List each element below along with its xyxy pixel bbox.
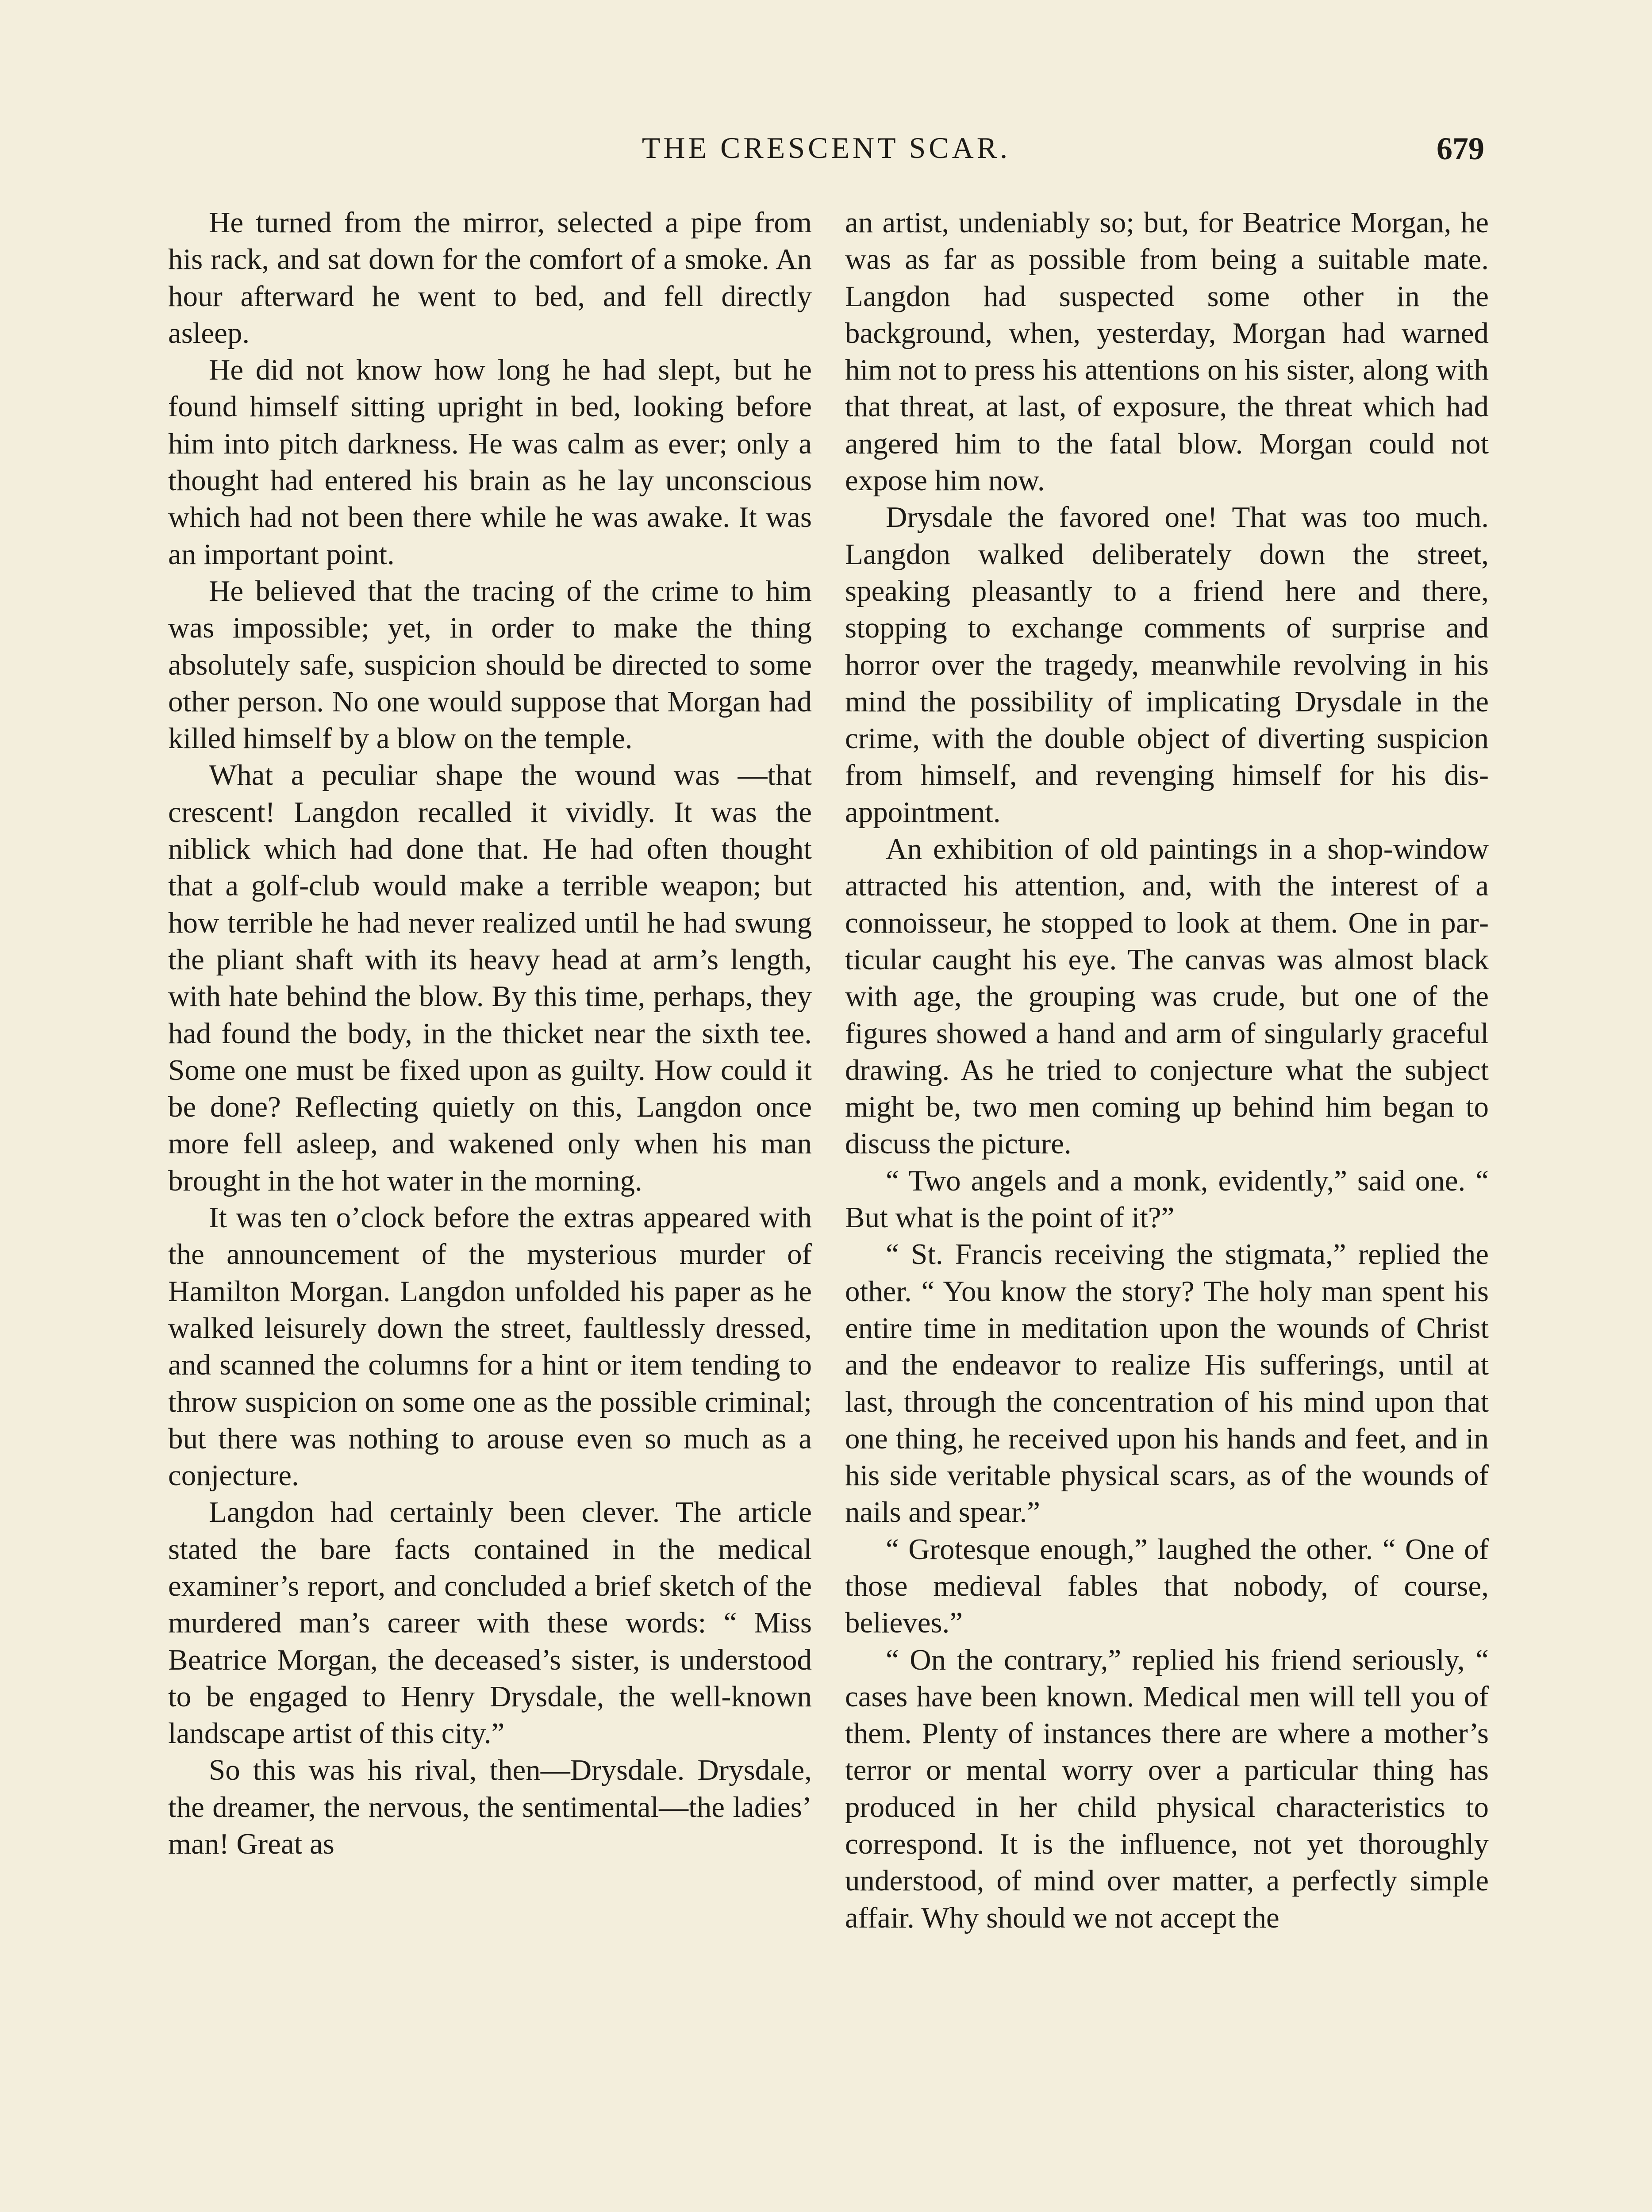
paragraph: He did not know how long he had slept, but he found himself sitting upright in bed, looking before him into pitch darkness. He was calm as ever; only a thought had entered his brain as he lay unconscious which had not been there while he was awake. It was an important point.	[168, 353, 812, 571]
paragraph: Drysdale the favored one! That was too much. Langdon walked deliberately down the street, speaking pleasantly to a friend here and there, stopping to exchange comments of surprise and horror over the tragedy, meanwhile revolving in his mind the possibility of implicating Drysdale in the crime, with the double object of diverting suspicion from himself, and revenging himself for his disappointment.	[845, 501, 1489, 829]
paragraph: What a peculiar shape the wound was —that crescent! Langdon recalled it vividly. It was the niblick which had done that. He had often thought that a golf-club would make a terrible weapon; but how terrible he had never realized until he had swung the pliant shaft with its heavy head at arm’s length, with hate behind the blow. By this time, perhaps, they had found the body, in the thicket near the sixth tee. Some one must be fixed upon as guilty. How could it be done? Reflecting quietly on this, Langdon once more fell asleep, and wakened only when his man brought in the hot water in the morning.	[168, 759, 812, 1197]
paragraph: Langdon had certainly been clever. The article stated the bare facts contained in the medical examiner’s report, and concluded a brief sketch of the murdered man’s career with these words: “ Miss Beatrice Morgan, the deceased’s sister, is understood to be engaged to Henry Drysdale, the well-known landscape artist of this city.”	[168, 1496, 812, 1750]
right-column	[845, 204, 1489, 1936]
paragraph: He believed that the tracing of the crime to him was impossible; yet, in order to make the thing absolutely safe, suspicion should be directed to some other person. No one would suppose that Morgan had killed himself by a blow on the temple.	[168, 574, 812, 755]
paragraph: “ Grotesque enough,” laughed the other. “ One of those medieval fables that nobody, of course, believes.”	[845, 1532, 1489, 1640]
page-number: 679	[1437, 131, 1484, 166]
paragraph: “ On the contrary,” replied his friend seriously, “ cases have been known. Medical men will tell you of them. Plenty of instances there are where a mother’s terror or mental worry over a particular thing has produced in her child physical characteristics to correspond. It is the influence, not yet thoroughly understood, of mind over matter, a perfectly simple affair. Why should we not accept the	[845, 1643, 1489, 1934]
paragraph: It was ten o’clock before the extras appeared with the announcement of the mysterious murder of Hamilton Morgan. Langdon unfolded his paper as he walked leisurely down the street, faultlessly dressed, and scanned the columns for a hint or item tending to throw suspicion on some one as the possible criminal; but there was nothing to arouse even so much as a conjecture.	[168, 1201, 812, 1492]
paragraph: He turned from the mirror, selected a pipe from his rack, and sat down for the comfort of a smoke. An hour afterward he went to bed, and fell directly asleep.	[168, 206, 812, 349]
left-column	[168, 204, 812, 1863]
paragraph: An exhibition of old paintings in a shop-window attracted his attention, and, with the interest of a connoisseur, he stopped to look at them. One in particular caught his eye. The canvas was almost black with age, the grouping was crude, but one of the figures showed a hand and arm of singularly graceful drawing. As he tried to conjecture what the subject might be, two men coming up behind him began to discuss the picture.	[845, 833, 1489, 1160]
page-header	[168, 131, 1484, 179]
running-title: THE CRESCENT SCAR.	[642, 131, 1011, 165]
paragraph: “ St. Francis receiving the stigmata,” replied the other. “ You know the story? The holy man spent his entire time in meditation upon the wounds of Christ and the endeavor to realize His sufferings, until at last, through the concentration of his mind upon that one thing, he received upon his hands and feet, and in his side veritable physical scars, as of the wounds of nails and spear.”	[845, 1238, 1489, 1529]
paragraph-continued: an artist, undeniably so; but, for Beatrice Morgan, he was as far as possible from being a suitable mate. Langdon had suspected some other in the background, when, yesterday, Morgan had warned him not to press his attentions on his sister, along with that threat, at last, of exposure, the threat which had angered him to the fatal blow. Morgan could not expose him now.	[845, 206, 1489, 497]
paragraph: So this was his rival, then—Drysdale. Drysdale, the dreamer, the nervous, the sentimental—the ladies’ man! Great as	[168, 1754, 812, 1861]
paragraph: “ Two angels and a monk, evidently,” said one. “ But what is the point of it?”	[845, 1164, 1489, 1234]
